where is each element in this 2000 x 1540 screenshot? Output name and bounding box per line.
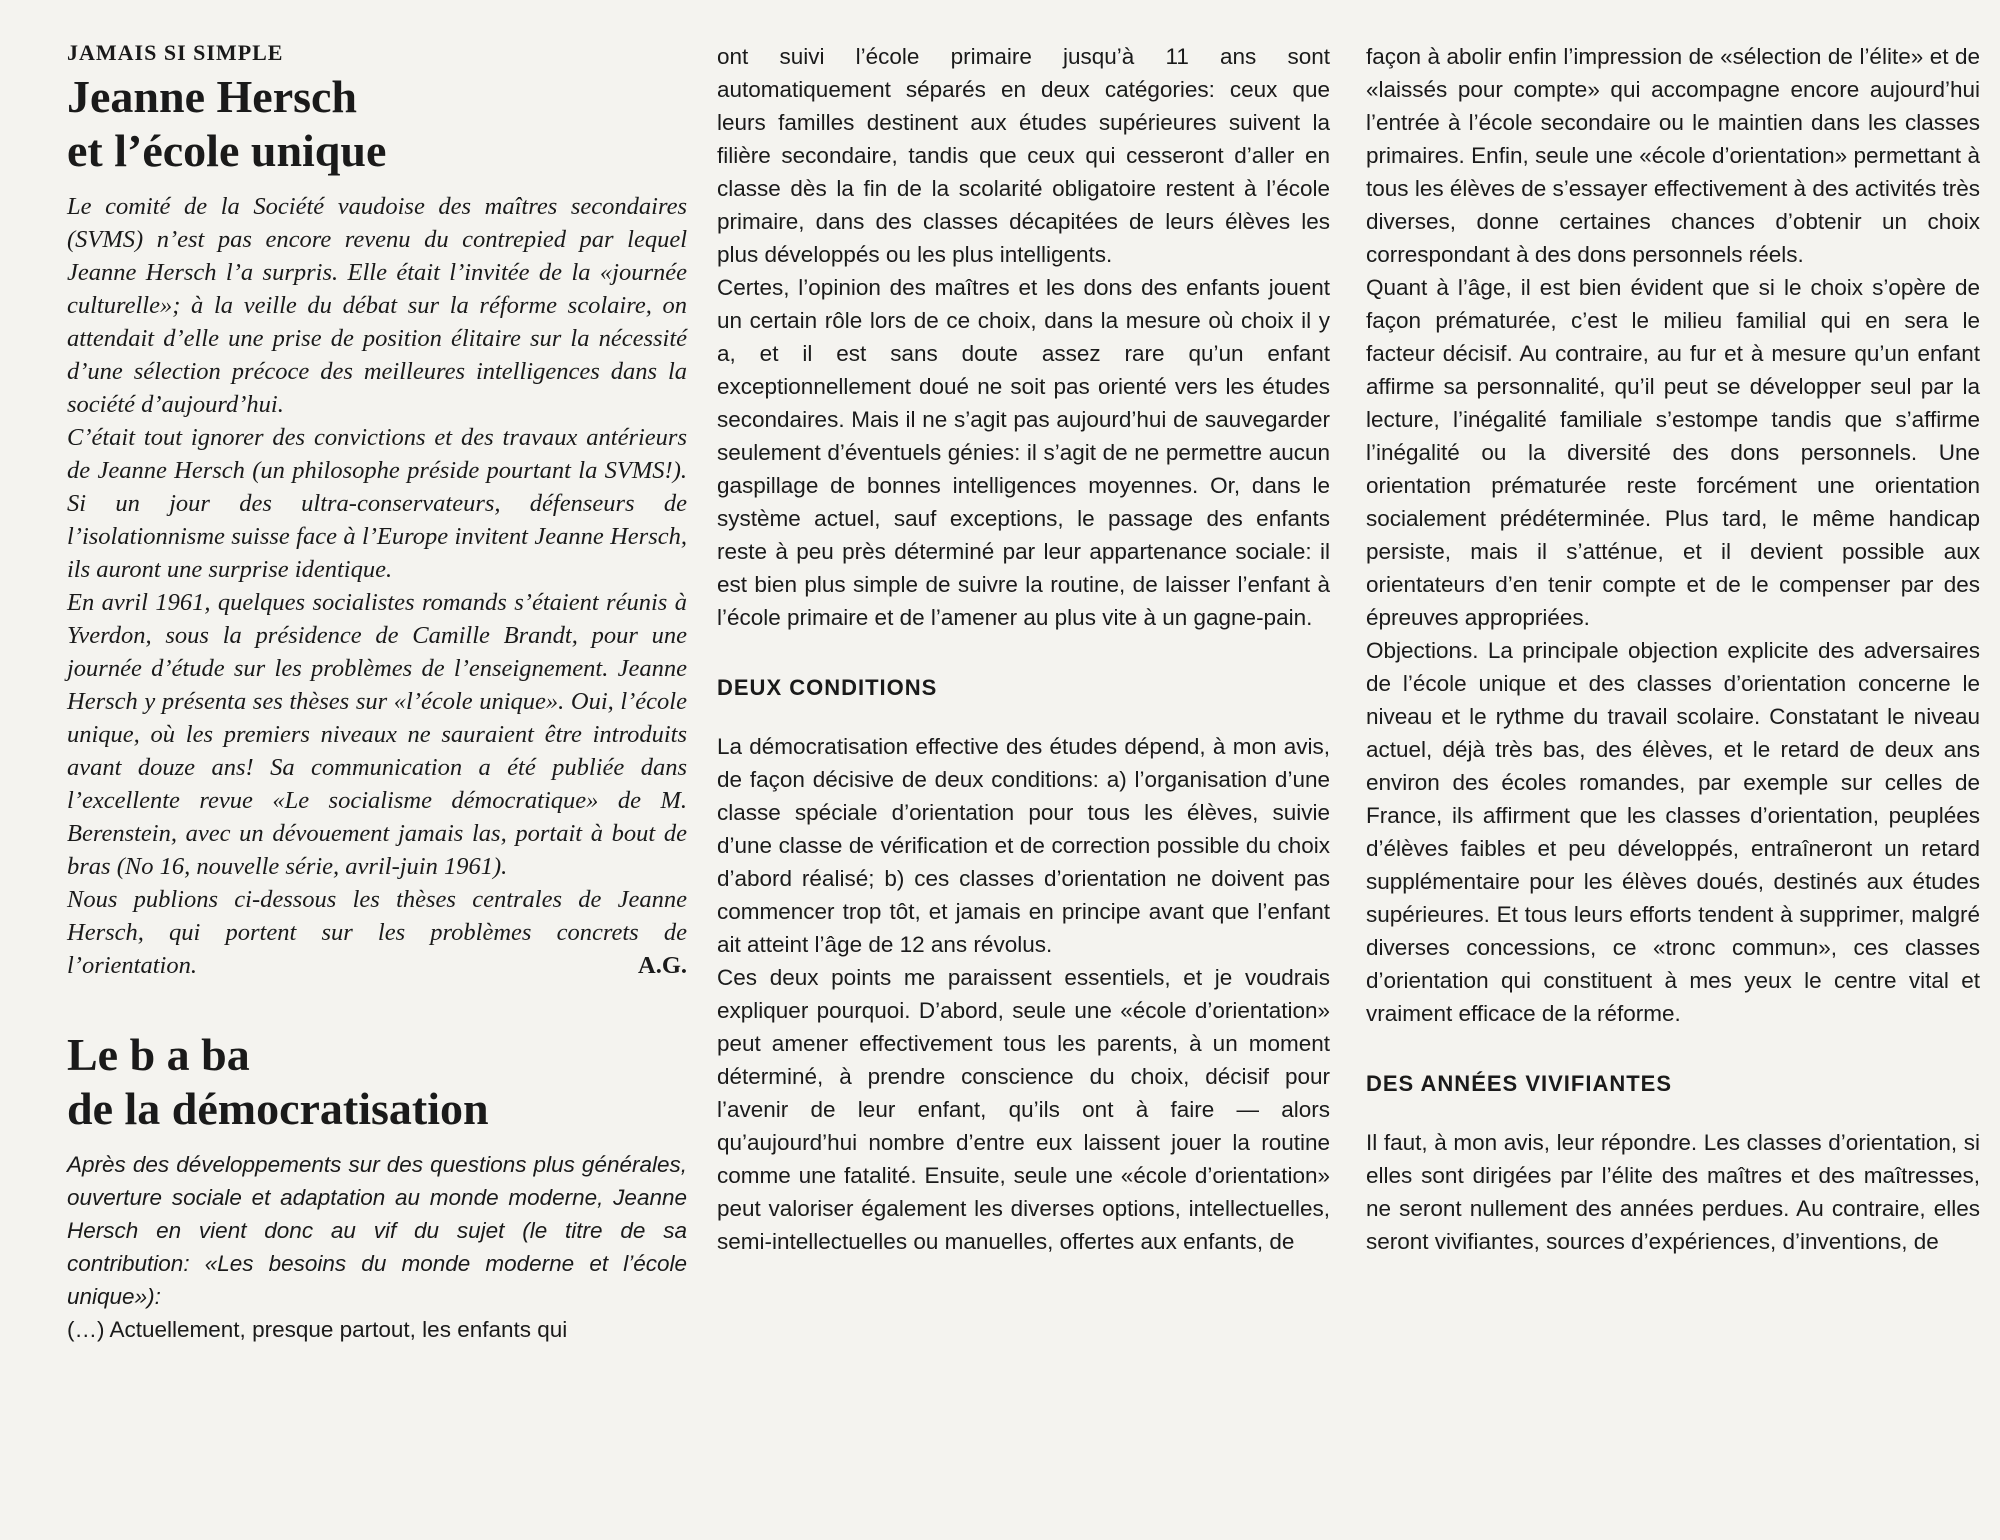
section-subhead: DEUX CONDITIONS xyxy=(717,675,938,700)
kicker: JAMAIS SI SIMPLE xyxy=(67,40,284,65)
body-paragraph: façon à abolir enfin l’impression de «sélection de l’élite» et de «laissés pour compte» qui accompagne encore aujourd’hui l’entrée à l’école secondaire ou le maintien dans les classes primaires. Enfin, seule une «école d’orientation» permettant à tous les élèves de s’essayer effectivement à des activités très diverses, donne certaines chances d’obtenir un choix correspondant à des dons personnels réels. xyxy=(1366,44,1980,267)
lead-paragraph: Après des développements sur des questions plus générales, ouverture sociale et adaptation au monde moderne, Jeanne Hersch en vient donc au vif du sujet (le titre de sa contribution: «Les besoins du monde moderne et l’école unique»): xyxy=(67,1152,687,1309)
body-paragraph: Quant à l’âge, il est bien évident que si le choix s’opère de façon prématurée, c’est le milieu familial qui en sera le facteur décisif. Au contraire, au fur et à mesure qu’un enfant affirme sa personnalité, qu’il peut se développer seul par la lecture, l’inégalité familiale s’estompe tandis que s’affirme l’inégalité ou la diversité des dons personnels. Une orientation prématurée reste forcément une orientation socialement prédéterminée. Plus tard, le même handicap persiste, mais il s’atténue, et il devient possible aux orientateurs d’en tenir compte et de le compenser par des épreuves appropriées. xyxy=(1366,275,1980,630)
signature: A.G. xyxy=(638,952,687,979)
body-paragraph: Objections. La principale objection explicite des adversaires de l’école unique et des classes d’orientation concerne le niveau et le rythme du travail scolaire. Constatant le niveau actuel, déjà très bas, des élèves, et le retard de deux ans environ des écoles romandes, par exemple sur celles de France, ils affirment que les classes d’orientation, peuplées d’élèves faibles et peu développés, entraîneront un retard supplémentaire pour les élèves doués, destinés aux études supérieures. Et tous leurs efforts tendent à supprimer, malgré diverses concessions, ce «tronc commun», ces classes d’orientation qui constituent à mes yeux le centre vital et vraiment efficace de la réforme. xyxy=(1366,638,1980,1026)
headline xyxy=(67,70,687,178)
headline-2-line-2: de la démocratisation xyxy=(67,1083,489,1134)
body-paragraph: La démocratisation effective des études dépend, à mon avis, de façon décisive de deux conditions: a) l’organisation d’une classe spéciale d’orientation pour tous les élèves, suivie d’une classe de vérification et de correction possible du choix d’abord réalisé; b) ces classes d’orientation ne doivent pas commencer trop tôt, et jamais en principe avant que l’enfant ait atteint l’âge de 12 ans révolus. xyxy=(717,734,1330,957)
body-paragraph: (…) Actuellement, presque partout, les enfants qui xyxy=(67,1317,568,1342)
column-3 xyxy=(1366,40,1980,1258)
headline-line-1: Jeanne Hersch xyxy=(67,71,358,122)
intro-paragraph: C’était tout ignorer des convictions et des travaux antérieurs de Jeanne Hersch (un philosophe préside pourtant la SVMS!). Si un jour des ultra-conservateurs, défenseurs de l’isolationnisme suisse face à l’Europe invitent Jeanne Hersch, ils auront une surprise identique. xyxy=(67,424,687,583)
intro-paragraph: En avril 1961, quelques socialistes romands s’étaient réunis à Yverdon, sous la présidence de Camille Brandt, pour une journée d’étude sur les problèmes de l’enseignement. Jeanne Hersch y présenta ses thèses sur «l’école unique». Oui, l’école unique, où les premiers niveaux ne sauraient être introduits avant douze ans! Sa communication a été publiée dans l’excellente revue «Le socialisme démocratique» de M. Berenstein, avec un dévouement jamais las, portait à bout de bras (No 16, nouvelle série, avril-juin 1961). xyxy=(67,589,687,880)
body-paragraph: Ces deux points me paraissent essentiels, et je voudrais expliquer pourquoi. D’abord, seule une «école d’orientation» peut amener effectivement tous les parents, à un moment déterminé, à prendre conscience du choix, décisif pour l’avenir de leur enfant, qu’ils ont à faire — alors qu’aujourd’hui nombre d’entre eux laissent jouer la routine comme une fatalité. Ensuite, seule une «école d’orientation» peut valoriser également les diverses options, intellectuelles, semi-intellectuelles ou manuelles, offertes aux enfants, de xyxy=(717,965,1330,1254)
section-subhead: DES ANNÉES VIVIFIANTES xyxy=(1366,1071,1673,1096)
column-2 xyxy=(717,40,1330,1258)
column-1 xyxy=(67,40,687,1346)
body-paragraph: ont suivi l’école primaire jusqu’à 11 ans sont automatiquement séparés en deux catégories: ceux que leurs familles destinent aux études supérieures suivent la filière secondaire, tandis que ceux qui cesseront d’aller en classe dès la fin de la scolarité obligatoire restent à l’école primaire, dans des classes décapitées de leurs élèves les plus développés ou les plus intelligents. xyxy=(717,44,1330,267)
headline-2-line-1: Le b a ba xyxy=(67,1029,250,1080)
intro-paragraph: Le comité de la Société vaudoise des maîtres secondaires (SVMS) n’est pas encore revenu du contrepied par lequel Jeanne Hersch l’a surpris. Elle était l’invitée de la «journée culturelle»; à la veille du débat sur la réforme scolaire, on attendait d’elle une prise de position élitaire sur la nécessité d’une sélection précoce des meilleures intelligences dans la société d’aujourd’hui. xyxy=(67,193,687,418)
intro-closing xyxy=(67,883,687,982)
body-paragraph: Il faut, à mon avis, leur répondre. Les classes d’orientation, si elles sont dirigées par l’élite des maîtres et des maîtresses, ne seront nullement des années perdues. Au contraire, elles seront vivifiantes, sources d’expériences, d’inventions, de xyxy=(1366,1130,1980,1254)
body-paragraph: Certes, l’opinion des maîtres et les dons des enfants jouent un certain rôle lors de ce choix, dans la mesure où choix il y a, et il est sans doute assez rare qu’un enfant exceptionnellement doué ne soit pas orienté vers les études secondaires. Mais il ne s’agit pas aujourd’hui de sauvegarder seulement d’éventuels génies: il s’agit de ne permettre aucun gaspillage de bonnes intelligences moyennes. Or, dans le système actuel, sauf exceptions, le passage des enfants reste à peu près déterminé par leur appartenance sociale: il est bien plus simple de suivre la routine, de laisser l’enfant à l’école primaire et de l’amener au plus vite à un gagne-pain. xyxy=(717,275,1330,630)
headline-line-2: et l’école unique xyxy=(67,125,387,176)
intro-paragraph: Nous publions ci-dessous les thèses centrales de Jeanne Hersch, qui portent sur les problèmes concrets de l’orientation. xyxy=(67,886,687,979)
headline-2 xyxy=(67,1028,687,1136)
